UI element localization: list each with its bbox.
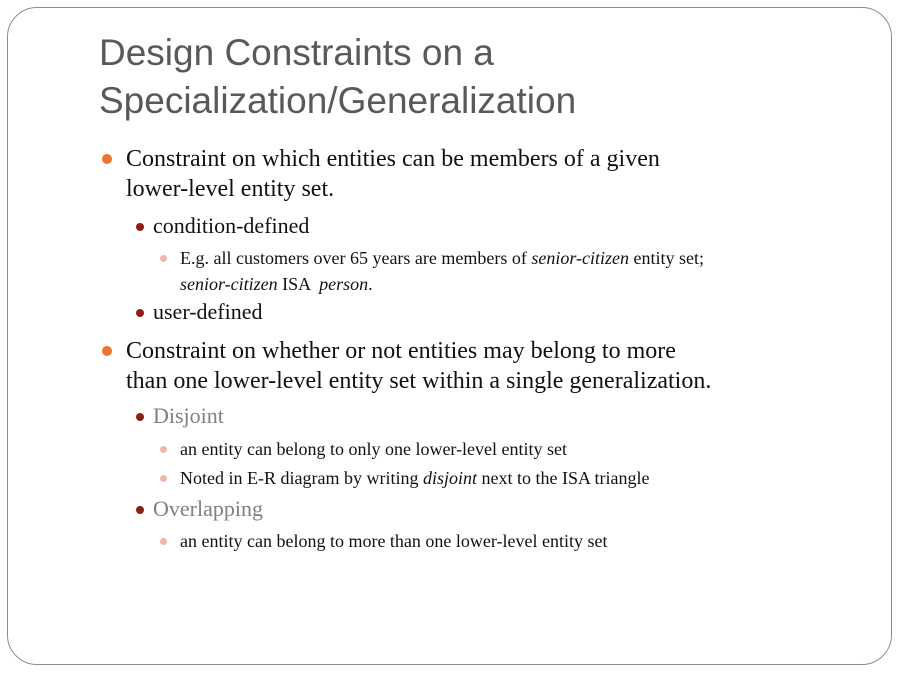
bullet-level3 xyxy=(160,255,167,262)
example-text-4: . xyxy=(368,274,373,294)
bullet-level2 xyxy=(136,309,144,317)
bullet-level3 xyxy=(160,446,167,453)
disjoint-italic: disjoint xyxy=(422,468,477,488)
disjoint-text-2: next to the ISA triangle xyxy=(476,468,650,488)
sub-point-condition-defined: condition-defined xyxy=(153,213,310,238)
sub-point-overlapping: Overlapping xyxy=(153,496,263,521)
point-2 xyxy=(126,336,846,396)
point-2-line-2: than one lower-level entity set within a single generalization. xyxy=(126,368,712,394)
bullet-level3 xyxy=(160,538,167,545)
bullet-level2 xyxy=(136,223,144,231)
point-2-line-1: Constraint on whether or not entities may belong to more xyxy=(126,338,676,364)
example-condition-defined xyxy=(180,245,870,297)
point-1-line-2: lower-level entity set. xyxy=(126,176,335,202)
disjoint-text-1: Noted in E-R diagram by writing xyxy=(180,468,423,488)
bullet-level2 xyxy=(136,506,144,514)
sub-point-user-defined: user-defined xyxy=(153,299,263,324)
example-text-3: ISA xyxy=(277,274,320,294)
example-italic-1: senior-citizen xyxy=(531,248,630,268)
bullet-level2 xyxy=(136,413,144,421)
point-1 xyxy=(126,144,846,204)
example-italic-3: person xyxy=(319,274,369,294)
example-italic-2: senior-citizen xyxy=(180,274,278,294)
point-1-line-1: Constraint on which entities can be members of a given xyxy=(126,146,660,172)
disjoint-detail-2 xyxy=(180,465,870,491)
bullet-level1 xyxy=(102,154,112,164)
sub-point-disjoint: Disjoint xyxy=(153,403,224,428)
bullet-level3 xyxy=(160,475,167,482)
overlapping-detail-1: an entity can belong to more than one lower-level entity set xyxy=(180,531,608,551)
example-text-2: entity set; xyxy=(629,248,705,268)
bullet-level1 xyxy=(102,346,112,356)
example-text-1: E.g. all customers over 65 years are members of xyxy=(180,248,532,268)
disjoint-detail-1: an entity can belong to only one lower-level entity set xyxy=(180,439,568,459)
title-line-1: Design Constraints on a xyxy=(99,32,494,73)
title-line-2: Specialization/Generalization xyxy=(99,80,577,121)
